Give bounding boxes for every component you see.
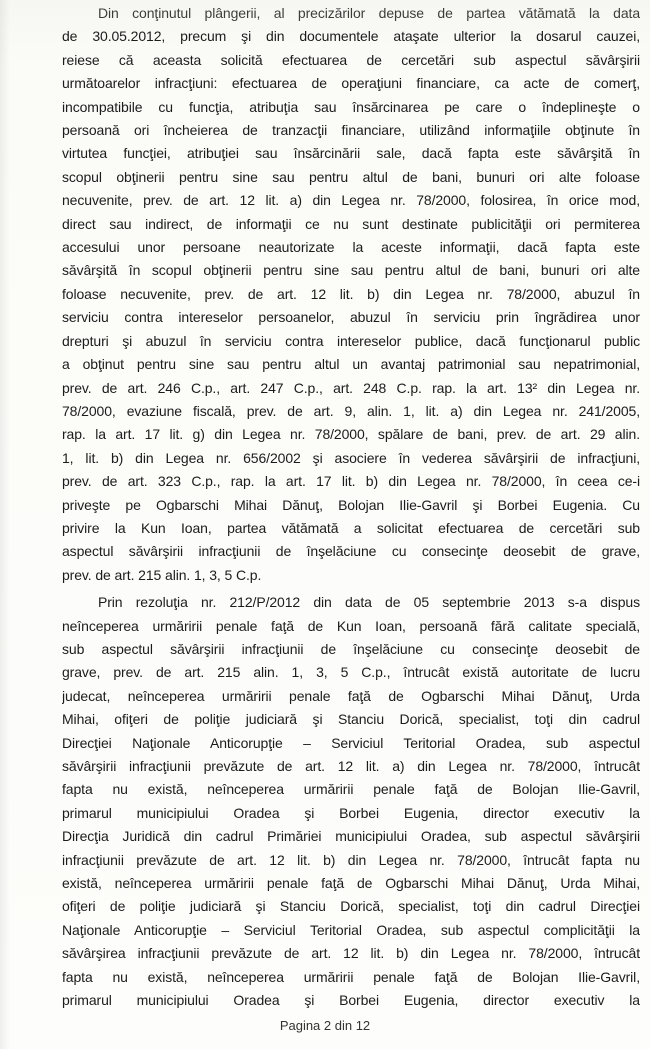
paragraph-1-line: scopul obţinerii pentru sine sau pentru altul de bani, bunuri ori alte foloase bbox=[62, 168, 640, 185]
page-number: Pagina 2 din 12 bbox=[279, 1018, 371, 1033]
paragraph-1-line: 1, lit. b) din Legea nr. 656/2002 şi asociere în vederea săvârşirii de infracţiuni, bbox=[62, 449, 640, 466]
paragraph-2-line: Prin rezoluţia nr. 212/P/2012 din data de 05 septembrie 2013 s-a dispus bbox=[98, 594, 640, 611]
paragraph-2-line: Naţionale Anticorupţie – Serviciul Teritorial Oradea, sub aspectul complicităţii la bbox=[62, 921, 640, 938]
paragraph-2-line: ofiţeri de poliţie judiciară şi Stanciu Dorică, specialist, toţi din cadrul Direcţiei bbox=[62, 898, 640, 915]
paragraph-2-line: există, neînceperea urmăririi penale faţă de Ogbarschi Mihai Dănuţ, Urda Mihai, bbox=[62, 875, 640, 892]
paragraph-1-line: accesului unor persoane neautorizate la aceste informaţii, dacă fapta este bbox=[62, 239, 640, 256]
paragraph-2-line: infracţiunii prevăzute de art. 12 lit. b) din Legea nr. 78/2000, întrucât fapta nu bbox=[62, 851, 640, 868]
paragraph-2-line: fapta nu există, neînceperea urmăririi penale faţă de Bolojan Ilie-Gavril, bbox=[62, 781, 640, 798]
paragraph-1-line: a obţinut pentru sine sau pentru altul un avantaj patrimonial sau nepatrimonial, bbox=[62, 356, 640, 373]
paragraph-1-line: virtutea funcţiei, atribuţiei sau însărcinării sale, dacă fapta este săvârşită în bbox=[62, 145, 640, 162]
paragraph-2-line: Mihai, ofiţeri de poliţie judiciară şi Stanciu Dorică, specialist, toţi din cadrul bbox=[62, 711, 640, 728]
paragraph-1-line: priveşte pe Ogbarschi Mihai Dănuţ, Bolojan Ilie-Gavril şi Borbei Eugenia. Cu bbox=[62, 496, 640, 513]
paragraph-1-line: incompatibile cu funcţia, atribuţia sau însărcinarea pe care o îndeplineşte o bbox=[62, 98, 640, 115]
paragraph-1-line: rap. la art. 17 lit. g) din Legea nr. 78/2000, spălare de bani, prev. de art. 29 alin. bbox=[62, 426, 640, 443]
paragraph-1-line: foloase necuvenite, prev. de art. 12 lit. b) din Legea nr. 78/2000, abuzul în bbox=[62, 285, 640, 302]
paragraph-2-line: săvârşirii infracţiunii prevăzute de art. 12 lit. a) din Legea nr. 78/2000, întrucât bbox=[62, 758, 640, 774]
paragraph-1-line: drepturi şi abuzul în serviciu contra intereselor publice, dacă funcţionarul public bbox=[62, 332, 640, 349]
paragraph-1-line: privire la Kun Ioan, partea vătămată a solicitat efectuarea de cercetări sub bbox=[62, 519, 640, 536]
paragraph-1-line: serviciu contra intereselor persoanelor, abuzul în serviciu prin îngrădirea unor bbox=[62, 309, 640, 326]
scan-edge-shadow bbox=[0, 0, 10, 1049]
paragraph-1-line: prev. de art. 246 C.p., art. 247 C.p., art. 248 C.p. rap. la art. 13² din Legea nr. bbox=[62, 379, 640, 396]
paragraph-1-line: necuvenite, prev. de art. 12 lit. a) din Legea nr. 78/2000, folosirea, în orice mod, bbox=[62, 192, 640, 209]
paragraph-1-line: de 30.05.2012, precum şi din documentele ataşate ulterior la dosarul cauzei, bbox=[62, 28, 640, 45]
document-body bbox=[62, 2, 640, 1012]
paragraph-2-line: primarul municipiului Oradea şi Borbei Eugenia, director executiv la bbox=[62, 804, 640, 821]
paragraph-2-line: Direcţiei Naţionale Anticorupţie – Serviciul Teritorial Oradea, sub aspectul bbox=[62, 734, 640, 751]
paragraph-1-line: aspectul săvârşirii infracţiunii de înşelăciune cu consecinţe deosebit de grave, bbox=[62, 543, 640, 560]
paragraph-1-line: săvârşită în scopul obţinerii pentru sine sau pentru altul de bani, bunuri ori alte bbox=[62, 262, 640, 279]
paragraph-1-line: prev. de art. 323 C.p., rap. la art. 17 lit. b) din Legea nr. 78/2000, în ceea ce-i bbox=[62, 473, 640, 490]
paragraph-1-line: direct sau indirect, de informaţii ce nu sunt destinate publicităţii ori permiterea bbox=[62, 215, 640, 232]
paragraph-1-line: următoarelor infracţiuni: efectuarea de operaţiuni financiare, ca acte de comerţ, bbox=[62, 75, 640, 92]
paragraph-2-line: sub aspectul săvârşirii infracţiunii de înşelăciune cu consecinţe deosebit de bbox=[62, 640, 640, 657]
paragraph-2-line: primarul municipiului Oradea şi Borbei Eugenia, director executiv la bbox=[62, 992, 640, 1009]
paragraph-2-line: grave, prev. de art. 215 alin. 1, 3, 5 C.p., întrucât există autoritate de lucru bbox=[62, 664, 640, 681]
paragraph-2-line: fapta nu există, neînceperea urmăririi penale faţă de Bolojan Ilie-Gavril, bbox=[62, 968, 640, 985]
paragraph-1-line: 78/2000, evaziune fiscală, prev. de art. 9, alin. 1, lit. a) din Legea nr. 241/2005, bbox=[62, 402, 640, 419]
paragraph-1-line: reiese că aceasta solicită efectuarea de cercetări sub aspectul săvârşirii bbox=[62, 51, 640, 68]
paragraph-2-line: săvârşirea infracţiunii prevăzute de art. 12 lit. b) din Legea nr. 78/2000, întrucât bbox=[62, 945, 640, 962]
paragraph-2-line: neînceperea urmăririi penale faţă de Kun Ioan, persoană fără calitate specială, bbox=[62, 617, 640, 634]
paragraph-1-line: Din conţinutul plângerii, al precizărilor depuse de partea vătămată la data bbox=[98, 5, 640, 21]
paragraph-1-line: prev. de art. 215 alin. 1, 3, 5 C.p. bbox=[62, 566, 262, 583]
paragraph-2-line: judecat, neînceperea urmăririi penale faţă de Ogbarschi Mihai Dănuţ, Urda bbox=[62, 687, 640, 704]
paragraph-1-line: persoană ori încheierea de tranzacţii financiare, utilizând informaţiile obţinute în bbox=[62, 122, 640, 139]
paragraph-2-line: Direcţia Juridică din cadrul Primăriei municipiului Oradea, sub aspectul săvârşirii bbox=[62, 828, 640, 845]
